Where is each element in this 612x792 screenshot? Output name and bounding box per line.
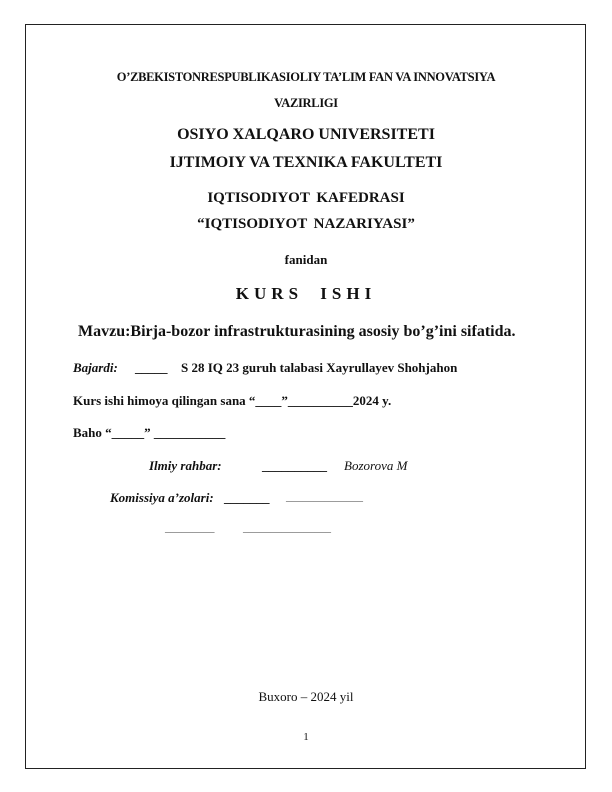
place-year: Buxoro – 2024 yil — [258, 689, 354, 704]
page-number: 1 — [303, 731, 309, 743]
grade-line: Baho “_____” ___________ — [73, 425, 226, 440]
fanidan-label: fanidan — [284, 252, 328, 267]
document-title: KURS ISHI — [235, 284, 377, 303]
university-name: OSIYO XALQARO UNIVERSITETI — [177, 126, 435, 143]
supervisor-label: Ilmiy rahbar: — [149, 458, 222, 473]
faculty-name: IJTIMOIY VA TEXNIKA FAKULTETI — [169, 154, 443, 171]
commission-blank-3: _________ — [165, 522, 215, 534]
topic-line: Mavzu:Birja-bozor infrastrukturasining asosiy bo’g’ini sifatida. — [78, 323, 516, 340]
supervisor-name: Bozorova M — [344, 458, 408, 473]
ministry-title-line2: VAZIRLIGI — [274, 96, 338, 110]
defense-date-line: Kurs ishi himoya qilingan sana “____”__________2024 y. — [73, 393, 392, 408]
commission-label: Komissiya a’zolari: — [110, 490, 214, 505]
department-name: IQTISODIYOT KAFEDRASI — [207, 190, 405, 206]
bajardi-blank: _____ — [135, 360, 168, 375]
bajardi-label: Bajardi: — [73, 360, 118, 375]
supervisor-blank: __________ — [262, 458, 327, 473]
commission-blank-2: ______________ — [286, 491, 363, 503]
subject-name: “IQTISODIYOT NAZARIYASI” — [197, 216, 415, 232]
ministry-title-line1: O’ZBEKISTONRESPUBLIKASIOLIY TA’LIM FAN VA INNOVATSIYA — [116, 70, 496, 84]
commission-blank-1: _______ — [224, 490, 270, 505]
bajardi-value: S 28 IQ 23 guruh talabasi Xayrullayev Shohjahon — [181, 360, 458, 375]
commission-blank-4: ________________ — [243, 522, 331, 534]
